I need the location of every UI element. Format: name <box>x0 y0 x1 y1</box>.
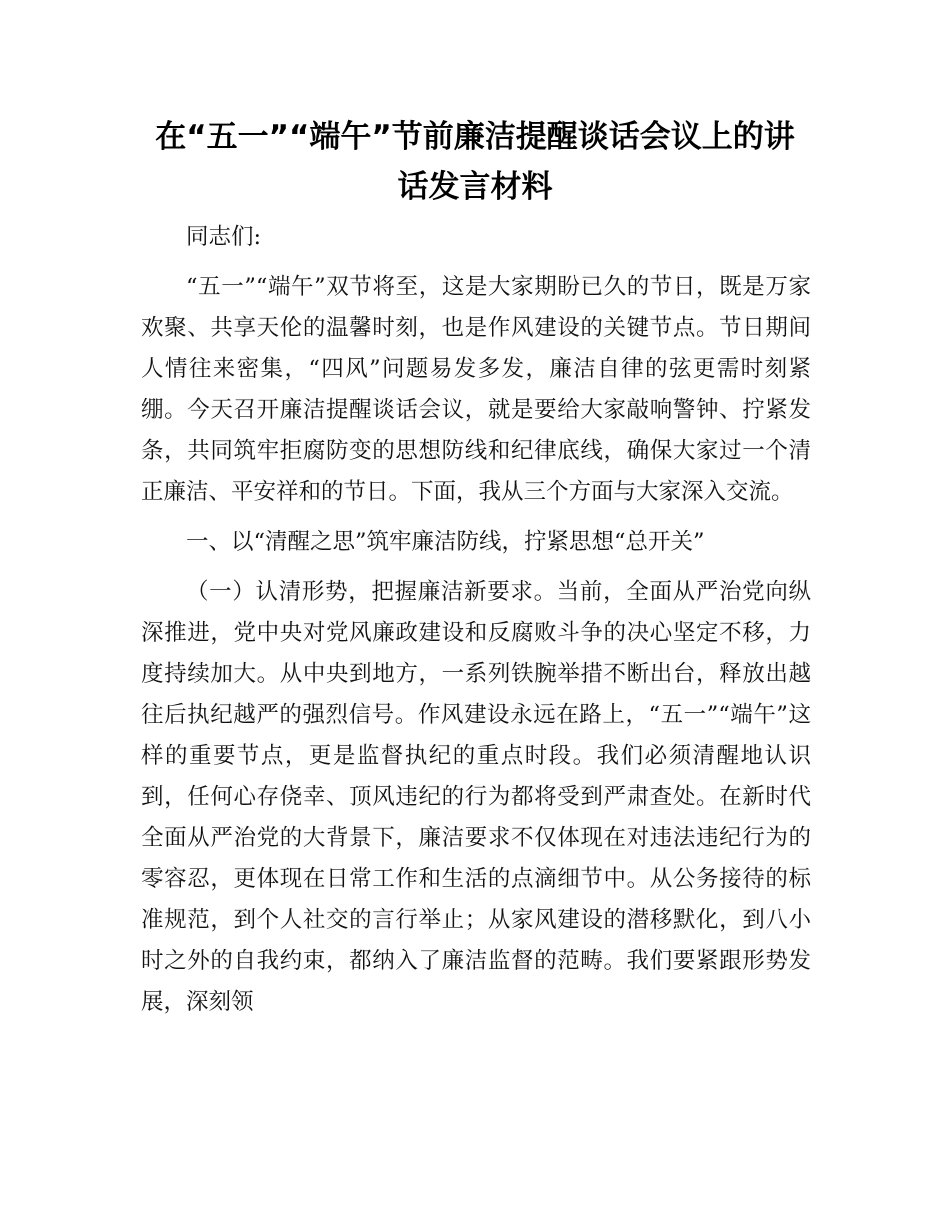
document-title: 在“五一”“端午”节前廉洁提醒谈话会议上的讲话发言材料 <box>155 119 795 205</box>
document-body <box>141 217 811 1032</box>
subsection-paragraph: （一）认清形势，把握廉洁新要求。当前，全面从严治党向纵深推进，党中央对党风廉政建设和反腐败斗争的决心坚定不移，力度持续加大。从中央到地方，一系列铁腕举措不断出台，释放出越往后执纪越严的强烈信号。作风建设永远在路上，“五一”“端午”这样的重要节点，更是监督执纪的重点时段。我们必须清醒地认识到，任何心存侥幸、顶风违纪的行为都将受到严肃查处。在新时代全面从严治党的大背景下，廉洁要求不仅体现在对违法违纪行为的零容忍，更体现在日常工作和生活的点滴细节中。从公务接待的标准规范，到个人社交的言行举止；从家风建设的潜移默化，到八小时之外的自我约束，都纳入了廉洁监督的范畴。我们要紧跟形势发展，深刻领 <box>141 579 811 1015</box>
section-heading: 一、以“清醒之思”筑牢廉洁防线，拧紧思想“总开关” <box>186 529 705 555</box>
intro-paragraph: “五一”“端午”双节将至，这是大家期盼已久的节日，既是万家欢聚、共享天伦的温馨时刻，也是作风建设的关键节点。节日期间人情往来密集，“四风”问题易发多发，廉洁自律的弦更需时刻紧绷。今天召开廉洁提醒谈话会议，就是要给大家敲响警钟、拧紧发条，共同筑牢拒腐防变的思想防线和纪律底线，确保大家过一个清正廉洁、平安祥和的节日。下面，我从三个方面与大家深入交流。 <box>141 274 811 505</box>
salutation: 同志们: <box>186 224 262 250</box>
